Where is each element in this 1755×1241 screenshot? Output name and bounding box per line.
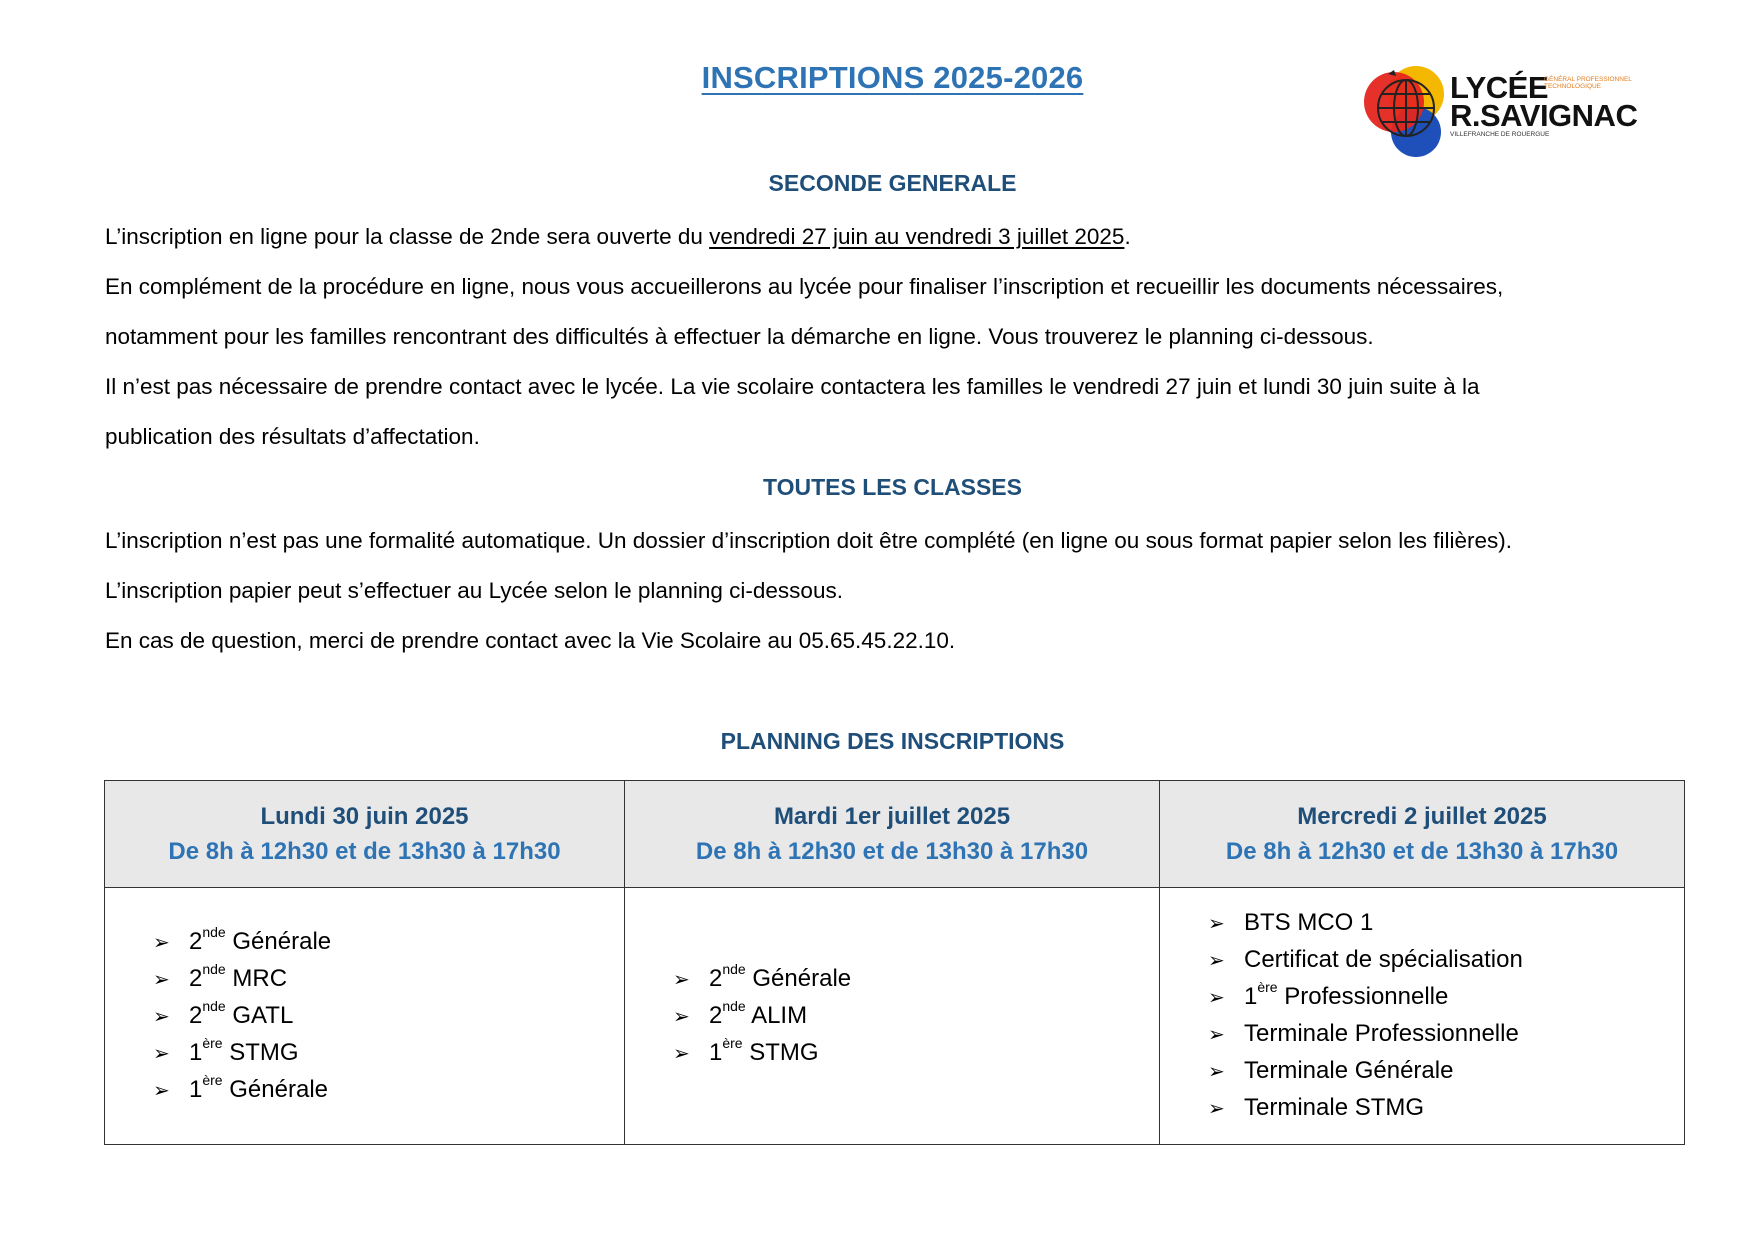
class-list-item: [153, 1035, 624, 1072]
class-label: 1ère STMG: [709, 1034, 819, 1066]
paragraph-seconde-4: Il n’est pas nécessaire de prendre contact avec le lycée. La vie scolaire contactera les familles le vendredi 27 juin et lundi 30 juin suite à la: [105, 374, 1480, 399]
paragraph-toutes-2: L’inscription papier peut s’effectuer au Lycée selon le planning ci-dessous.: [105, 578, 843, 603]
class-list-item: [673, 998, 1159, 1035]
arrow-bullet-icon: ➢: [153, 968, 170, 991]
planning-header-day-3: [1160, 781, 1685, 888]
class-label: Certificat de spécialisation: [1244, 946, 1523, 973]
logo-text-lycee: LYCÉE: [1450, 70, 1549, 105]
planning-header-day-2: [625, 781, 1160, 888]
class-list-item: [673, 1035, 1159, 1072]
hours-label: De 8h à 12h30 et de 13h30 à 17h30: [168, 838, 561, 865]
arrow-bullet-icon: ➢: [673, 1005, 690, 1028]
class-list-item: [153, 961, 624, 998]
class-label: 2nde GATL: [189, 997, 294, 1029]
paragraph-toutes-3: En cas de question, merci de prendre contact avec la Vie Scolaire au 05.65.45.22.10.: [105, 628, 956, 653]
arrow-bullet-icon: ➢: [1208, 950, 1225, 972]
logo-text-name: R.SAVIGNAC: [1450, 98, 1638, 133]
class-label: 1ère Générale: [189, 1071, 328, 1103]
class-list-item: [673, 961, 1159, 998]
arrow-bullet-icon: ➢: [153, 1005, 170, 1028]
page-title: INSCRIPTIONS 2025-2026: [701, 60, 1084, 95]
class-list-item: [153, 1072, 624, 1109]
heading-toutes-les-classes: TOUTES LES CLASSES: [762, 474, 1022, 500]
planning-cell-day-1: [105, 888, 625, 1145]
paragraph-seconde-2: En complément de la procédure en ligne, nous vous accueillerons au lycée pour finaliser l’inscription et recueillir les documents nécessaires,: [105, 274, 1504, 299]
class-label: 1ère Professionnelle: [1244, 979, 1449, 1010]
class-label: BTS MCO 1: [1244, 909, 1374, 936]
arrow-bullet-icon: ➢: [153, 931, 170, 954]
arrow-bullet-icon: ➢: [1208, 1024, 1225, 1046]
class-list-item: [153, 924, 624, 961]
class-list-item: [1208, 905, 1684, 942]
day-label: Mardi 1er juillet 2025: [773, 803, 1011, 830]
class-label: Terminale Professionnelle: [1244, 1020, 1519, 1047]
logo-tagline: GÉNÉRAL PROFESSIONNEL TECHNOLOGIQUE: [1544, 76, 1632, 90]
class-label: Terminale Générale: [1244, 1057, 1454, 1084]
planning-table: [104, 780, 1685, 1145]
globe-logo-icon: [1358, 64, 1454, 160]
class-list-item: [1208, 979, 1684, 1016]
paragraph-seconde-1: L’inscription en ligne pour la classe de 2nde sera ouverte du vendredi 27 juin au vendredi 3 juillet 2025.: [105, 224, 1131, 249]
day-label: Lundi 30 juin 2025: [260, 803, 469, 830]
planning-header-day-1: [105, 781, 625, 888]
arrow-bullet-icon: ➢: [153, 1079, 170, 1102]
arrow-bullet-icon: ➢: [1208, 1098, 1225, 1120]
school-logo: [1358, 64, 1648, 160]
class-label: 2nde MRC: [189, 960, 288, 992]
paragraph-seconde-3: notamment pour les familles rencontrant des difficultés à effectuer la démarche en ligne. Vous trouverez le planning ci-dessous.: [105, 324, 1374, 349]
heading-seconde-generale: SECONDE GENERALE: [768, 170, 1017, 196]
class-list-item: [153, 998, 624, 1035]
paragraph-toutes-1: L’inscription n’est pas une formalité automatique. Un dossier d’inscription doit être complété (en ligne ou sous format papier selon les filières).: [105, 528, 1512, 553]
class-label: 1ère STMG: [189, 1034, 299, 1066]
arrow-bullet-icon: ➢: [1208, 913, 1225, 935]
planning-cell-day-2: [625, 888, 1160, 1145]
arrow-bullet-icon: ➢: [153, 1042, 170, 1065]
day-label: Mercredi 2 juillet 2025: [1297, 803, 1547, 830]
class-label: Terminale STMG: [1244, 1094, 1425, 1121]
class-label: 2nde ALIM: [709, 997, 808, 1029]
class-label: 2nde Générale: [189, 923, 332, 955]
hours-label: De 8h à 12h30 et de 13h30 à 17h30: [695, 838, 1089, 865]
class-label: 2nde Générale: [709, 960, 852, 992]
paragraph-seconde-5: publication des résultats d’affectation.: [105, 424, 480, 449]
arrow-bullet-icon: ➢: [1208, 987, 1225, 1009]
heading-planning: PLANNING DES INSCRIPTIONS: [720, 728, 1065, 754]
planning-cell-day-3: [1160, 888, 1685, 1145]
date-range-underlined: vendredi 27 juin au vendredi 3 juillet 2025: [709, 224, 1125, 249]
class-list-item: [1208, 1090, 1684, 1127]
logo-subline: VILLEFRANCHE DE ROUERGUE: [1450, 131, 1550, 138]
class-list-item: [1208, 942, 1684, 979]
planning-body-row: [105, 888, 1685, 1145]
arrow-bullet-icon: ➢: [673, 1042, 690, 1065]
class-list-item: [1208, 1016, 1684, 1053]
class-list-item: [1208, 1053, 1684, 1090]
planning-header-row: [105, 781, 1685, 888]
hours-label: De 8h à 12h30 et de 13h30 à 17h30: [1225, 838, 1619, 865]
arrow-bullet-icon: ➢: [1208, 1061, 1225, 1083]
arrow-bullet-icon: ➢: [673, 968, 690, 991]
